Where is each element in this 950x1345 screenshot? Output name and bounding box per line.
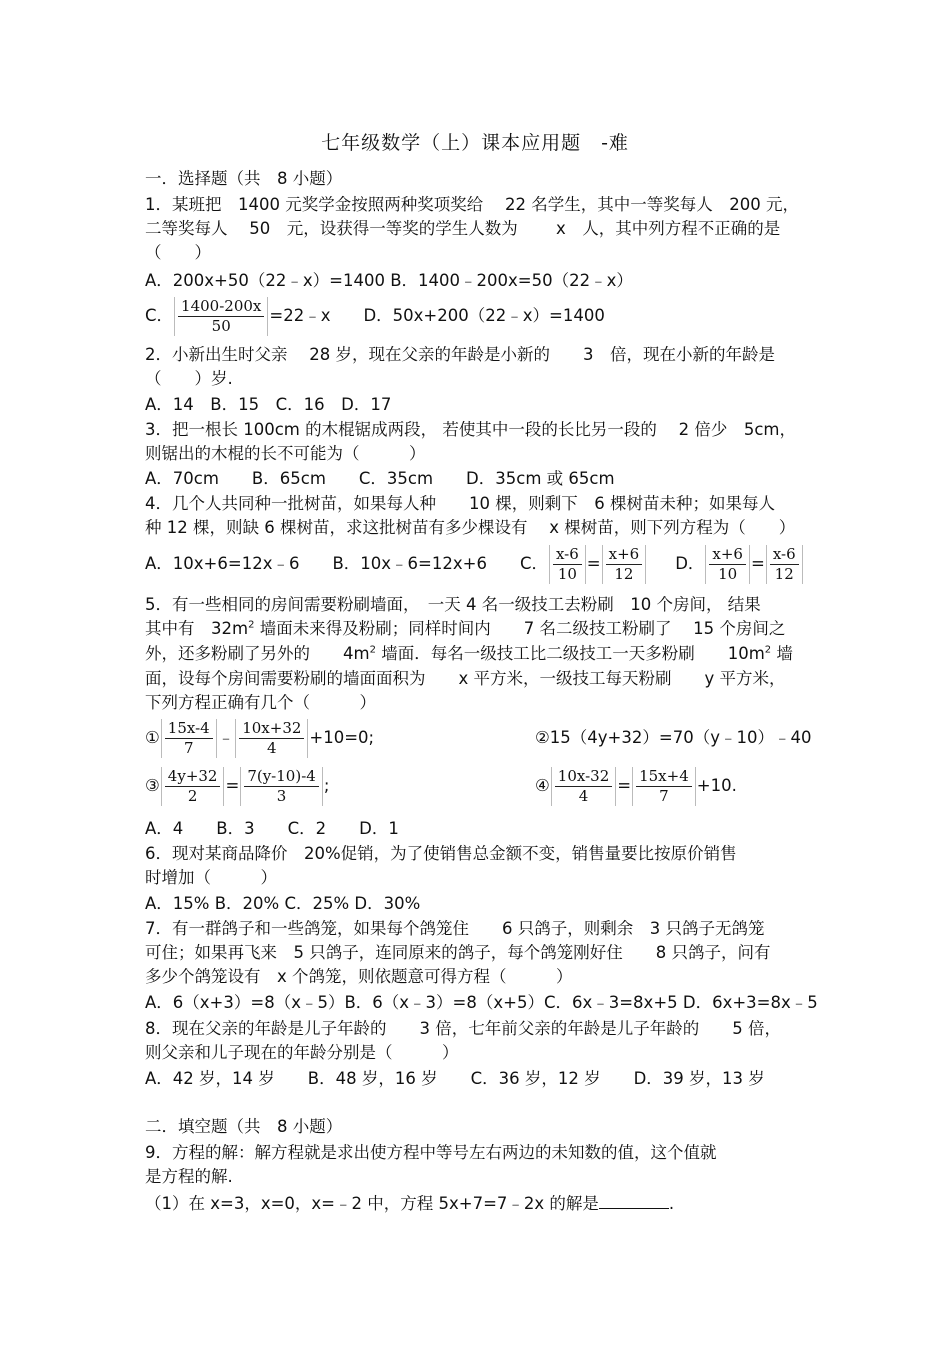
fraction-numerator: 10x-32: [555, 767, 612, 787]
question-5-line-2: [145, 618, 785, 640]
question-6-options: A．15% B．20% C．25% D．30%: [145, 894, 421, 913]
fraction-numerator: 10x+32: [239, 719, 304, 739]
fraction: [766, 545, 803, 584]
fraction: [161, 767, 225, 806]
fraction-denominator: 7: [659, 787, 669, 805]
option-d-label: D．: [675, 554, 705, 573]
fraction-denominator: 4: [578, 787, 589, 805]
equation-suffix: +10.: [696, 776, 737, 795]
question-9-line-2: 是方程的解.: [145, 1167, 233, 1186]
text: .: [668, 1194, 675, 1213]
text: 墙面未来得及粉刷；同样时间内 7 名二级技工粉刷了 15 个房间之: [254, 619, 786, 638]
equals-sign: =: [750, 554, 765, 573]
equation-4: [535, 764, 737, 808]
question-7-options: A．6（x+3）=8（x﹣5）B．6（x﹣3）=8（x+5）C．6x﹣3=8x+5 D．6x+3=8x﹣5: [145, 993, 818, 1012]
question-9-line-3: [145, 1193, 674, 1215]
question-7-line-3: 多少个鸽笼设有 x 个鸽笼，则依题意可得方程（ ）: [145, 967, 573, 986]
section-heading-choice: 一．选择题（共 8 小题）: [145, 169, 343, 188]
question-8-line-2: 则父亲和儿子现在的年龄分别是（ ）: [145, 1043, 459, 1062]
question-5-options: A．4 B．3 C．2 D．1: [145, 819, 399, 838]
text: 外，还多粉刷了另外的 4m: [145, 644, 370, 663]
fraction-numerator: 15x-4: [165, 719, 213, 739]
question-4-line-1: 4．几个人共同种一批树苗，如果每人种 10 棵，则剩下 6 棵树苗未种；如果每人: [145, 494, 775, 513]
question-5-line-4: 面，设每个房间需要粉刷的墙面面积为 x 平方米，一级技工每天粉刷 y 平方米，: [145, 669, 786, 688]
equation-suffix: ;: [323, 776, 330, 795]
fraction: [632, 767, 696, 806]
fraction-numerator: 4y+32: [165, 767, 221, 787]
question-1-options-cd: [145, 296, 605, 336]
equation-2: ②15（4y+32）=70（y﹣10）﹣40: [535, 728, 812, 747]
fraction-denominator: 2: [187, 787, 198, 805]
text: 其中有 32m: [145, 619, 249, 638]
operator: =: [617, 776, 632, 795]
fraction-numerator: 1400-200x: [178, 297, 264, 317]
fraction-numerator: 7(y-10)-4: [244, 767, 319, 787]
question-1-line-3: （ ）: [145, 243, 211, 262]
section-heading-fill: 二．填空题（共 8 小题）: [145, 1117, 343, 1136]
text: 墙: [771, 644, 793, 663]
text: （1）在 x=3，x=0，x=﹣2 中，方程 5x+7=7﹣2x 的解是: [145, 1194, 599, 1213]
circled-number: ①: [145, 728, 160, 747]
equation-3: [145, 764, 329, 808]
question-3-options: A．70cm B．65cm C．35cm D．35cm 或 65cm: [145, 469, 615, 488]
fraction: [549, 545, 586, 584]
circled-number: ③: [145, 776, 160, 795]
question-8-options: A．42 岁，14 岁 B．48 岁，16 岁 C．36 岁，12 岁 D．39 岁，13 岁: [145, 1069, 765, 1088]
page-title: 七年级数学（上）课本应用题 -难: [321, 132, 629, 154]
fraction-denominator: 10: [718, 565, 738, 583]
fraction-numerator: x+6: [606, 545, 643, 565]
question-3-line-2: 则锯出的木棍的长不可能为（ ）: [145, 444, 426, 463]
question-2-line-2: （ ）岁.: [145, 369, 233, 388]
circled-number: ④: [535, 776, 550, 795]
answer-blank[interactable]: [599, 1193, 669, 1209]
fraction-denominator: 10: [557, 565, 577, 583]
option-c-suffix: =22﹣x D．50x+200（22﹣x）=1400: [269, 306, 605, 325]
option-c-label: C．: [145, 306, 174, 325]
question-1-line-2: 二等奖每人 50 元，设获得一等奖的学生人数为 x 人，其中列方程不正确的是: [145, 219, 781, 238]
question-3-line-1: 3．把一根长 100cm 的木棍锯成两段， 若使其中一段的长比另一段的 2 倍少 5cm，: [145, 420, 797, 439]
options-ab-text: A．10x+6=12x﹣6 B．10x﹣6=12x+6 C．: [145, 554, 548, 573]
question-2-line-1: 2．小新出生时父亲 28 岁，现在父亲的年龄是小新的 3 倍，现在小新的年龄是: [145, 345, 775, 364]
question-7-line-2: 可住；如果再飞来 5 只鸽子，连同原来的鸽子，每个鸽笼刚好住 8 只鸽子，问有: [145, 943, 771, 962]
question-6-line-1: 6．现对某商品降价 20%促销，为了使销售总金额不变，销售量要比按原价销售: [145, 844, 737, 863]
equation-suffix: +10=0;: [309, 728, 375, 747]
fraction-denominator: 50: [211, 317, 231, 335]
equation-1: [145, 716, 374, 760]
superscript: 2: [248, 619, 255, 631]
question-6-line-2: 时增加（ ）: [145, 868, 277, 887]
fraction-numerator: x+6: [709, 545, 746, 565]
fraction: [174, 297, 268, 336]
question-1-options-ab: A．200x+50（22﹣x）=1400 B．1400﹣200x=50（22﹣x）: [145, 271, 633, 290]
question-5-line-1: 5．有一些相同的房间需要粉刷墙面， 一天 4 名一级技工去粉刷 10 个房间， 结果: [145, 595, 761, 614]
question-5-line-3: [145, 643, 793, 665]
text: 墙面．每名一级技工比二级技工一天多粉刷 10m: [375, 644, 765, 663]
superscript: 2: [369, 644, 376, 656]
question-2-options: A．14 B．15 C．16 D．17: [145, 395, 392, 414]
question-4-options: [145, 544, 804, 584]
question-9-line-1: 9．方程的解：解方程就是求出使方程中等号左右两边的未知数的值，这个值就: [145, 1143, 717, 1162]
question-4-line-2: 种 12 棵，则缺 6 棵树苗，求这批树苗有多少棵设有 x 棵树苗，则下列方程为（ ）: [145, 518, 796, 537]
fraction-denominator: 7: [183, 739, 194, 757]
fraction-denominator: 12: [614, 565, 634, 583]
fraction: [235, 719, 308, 758]
operator: ﹣: [217, 728, 235, 747]
fraction: [705, 545, 750, 584]
fraction-numerator: x-6: [770, 545, 799, 565]
fraction: [161, 719, 217, 758]
equals-sign: =: [586, 554, 601, 573]
question-7-line-1: 7．有一群鸽子和一些鸽笼，如果每个鸽笼住 6 只鸽子，则剩余 3 只鸽子无鸽笼: [145, 919, 765, 938]
fraction-denominator: 12: [774, 565, 794, 583]
fraction: [602, 545, 647, 584]
question-1-line-1: 1．某班把 1400 元奖学金按照两种奖项奖给 22 名学生，其中一等奖每人 200 元，: [145, 195, 799, 214]
fraction-numerator: x-6: [553, 545, 582, 565]
fraction-denominator: 3: [276, 787, 287, 805]
question-8-line-1: 8．现在父亲的年龄是儿子年龄的 3 倍，七年前父亲的年龄是儿子年龄的 5 倍，: [145, 1019, 781, 1038]
question-5-line-5: 下列方程正确有几个（ ）: [145, 693, 376, 712]
operator: =: [225, 776, 240, 795]
superscript: 2: [764, 644, 772, 656]
fraction: [240, 767, 323, 806]
fraction-denominator: 4: [267, 739, 277, 757]
fraction: [551, 767, 616, 806]
fraction-numerator: 15x+4: [636, 767, 692, 787]
